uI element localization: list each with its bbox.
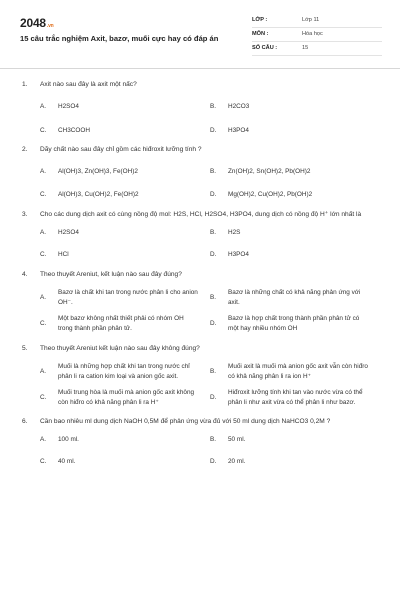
option-letter: D. (210, 251, 217, 258)
option-letter: B. (210, 294, 217, 301)
option-letter: C. (40, 394, 47, 401)
option-letter: A. (40, 103, 47, 110)
option-a[interactable] (40, 288, 210, 308)
meta-value: 15 (302, 45, 309, 51)
option-letter: B. (210, 436, 217, 443)
question-4 (22, 270, 380, 334)
page-title: 15 câu trắc nghiệm Axit, bazơ, muối cực hay có đáp án (20, 34, 219, 43)
option-text: Bazơ là hợp chất trong thành phần phân tử có một hay nhiều nhóm OH (228, 315, 360, 332)
option-letter: A. (40, 436, 47, 443)
question-2 (22, 145, 380, 200)
option-letter: C. (40, 458, 47, 465)
option-text: Hiđroxit lưỡng tính khi tan vào nước vừa có thể phân li như axit vừa có thể phân li như bazơ. (228, 389, 363, 406)
option-letter: A. (40, 294, 47, 301)
option-letter: B. (210, 168, 217, 175)
question-3 (22, 210, 380, 260)
option-letter: A. (40, 168, 47, 175)
question-prompt: Theo thuyết Areniut, kết luận nào sau đây đúng? (40, 271, 182, 278)
option-letter: C. (40, 127, 47, 134)
question-number: 1. (22, 81, 28, 88)
option-c[interactable] (40, 314, 210, 334)
options (22, 288, 380, 334)
option-b[interactable] (210, 362, 380, 382)
option-text: Muối axit là muối mà anion gốc axit vẫn còn hiđro có khả năng phân li ra ion H⁺ (228, 363, 368, 380)
meta-row-subject (252, 28, 382, 42)
options (22, 167, 380, 200)
options (22, 435, 380, 467)
option-letter: A. (40, 368, 47, 375)
option-d[interactable] (210, 190, 380, 200)
meta-value: Lớp 11 (302, 17, 320, 23)
option-letter: B. (210, 229, 217, 236)
option-letter: D. (210, 320, 217, 327)
option-text: Muối là những hợp chất khi tan trong nước chỉ phân li ra cation kim loại và anion gốc axit. (58, 363, 190, 380)
logo-suffix: .vn (46, 23, 54, 29)
option-b[interactable] (210, 102, 380, 112)
option-text: H3PO4 (228, 127, 249, 134)
option-d[interactable] (210, 388, 380, 408)
option-a[interactable] (40, 362, 210, 382)
header-divider (0, 68, 400, 69)
option-text: H2CO3 (228, 103, 250, 110)
question-list (22, 80, 380, 467)
option-a[interactable] (40, 228, 210, 238)
question-text (22, 270, 380, 280)
option-text: Bazơ là chất khi tan trong nước phân li cho anion OH⁻. (58, 289, 198, 306)
worksheet-header (20, 14, 382, 62)
option-c[interactable] (40, 250, 210, 260)
option-text: H2S (228, 229, 241, 236)
option-text: Zn(OH)2, Sn(OH)2, Pb(OH)2 (228, 168, 311, 175)
option-text: HCl (58, 251, 69, 258)
option-text: Một bazơ không nhất thiết phải có nhóm OH trong thành phần phân tử. (58, 315, 184, 332)
meta-label: MÔN : (252, 31, 269, 37)
option-letter: C. (40, 251, 47, 258)
option-letter: B. (210, 103, 217, 110)
option-letter: D. (210, 127, 217, 134)
option-c[interactable] (40, 126, 210, 136)
question-text (22, 80, 380, 90)
question-number: 3. (22, 211, 28, 218)
option-text: CH3COOH (58, 127, 90, 134)
question-5 (22, 344, 380, 408)
question-prompt: Dãy chất nào sau đây chỉ gồm các hiđroxit lưỡng tính ? (40, 146, 202, 153)
meta-row-count (252, 42, 382, 56)
logo-main: 2048 (20, 16, 46, 30)
question-text (22, 210, 380, 220)
option-text: Al(OH)3, Zn(OH)3, Fe(OH)2 (58, 168, 138, 175)
option-a[interactable] (40, 167, 210, 177)
option-c[interactable] (40, 190, 210, 200)
question-number: 6. (22, 418, 28, 425)
option-letter: D. (210, 191, 217, 198)
question-prompt: Theo thuyết Areniut kết luận nào sau đây không đúng? (40, 345, 200, 352)
option-text: H2SO4 (58, 103, 79, 110)
option-text: Mg(OH)2, Cu(OH)2, Pb(OH)2 (228, 191, 313, 198)
option-a[interactable] (40, 435, 210, 445)
question-prompt: Cần bao nhiêu ml dung dịch NaOH 0,5M để phản ứng vừa đủ với 50 ml dung dịch NaHCO3 0,2M ? (40, 418, 331, 425)
option-text: 40 ml. (58, 458, 76, 465)
option-b[interactable] (210, 288, 380, 308)
question-1 (22, 80, 380, 136)
option-letter: B. (210, 368, 217, 375)
option-letter: C. (40, 191, 47, 198)
option-letter: D. (210, 394, 217, 401)
option-letter: D. (210, 458, 217, 465)
option-letter: A. (40, 229, 47, 236)
site-logo[interactable] (20, 16, 54, 30)
meta-row-class (252, 14, 382, 28)
option-d[interactable] (210, 126, 380, 136)
options (22, 362, 380, 408)
question-number: 5. (22, 345, 28, 352)
question-number: 4. (22, 271, 28, 278)
question-6 (22, 417, 380, 467)
option-b[interactable] (210, 228, 380, 238)
option-text: H2SO4 (58, 229, 79, 236)
option-c[interactable] (40, 388, 210, 408)
option-text: 50 ml. (228, 436, 246, 443)
meta-label: SỐ CÂU : (252, 45, 278, 51)
option-b[interactable] (210, 435, 380, 445)
option-d[interactable] (210, 457, 380, 467)
option-text: Al(OH)3, Cu(OH)2, Fe(OH)2 (58, 191, 139, 198)
option-a[interactable] (40, 102, 210, 112)
question-text (22, 145, 380, 155)
option-text: H3PO4 (228, 251, 249, 258)
question-prompt: Axit nào sau đây là axit một nấc? (40, 81, 137, 88)
option-d[interactable] (210, 314, 380, 334)
question-text (22, 344, 380, 354)
option-text: 20 ml. (228, 458, 246, 465)
option-text: 100 ml. (58, 436, 79, 443)
options (22, 102, 380, 136)
question-prompt: Cho các dung dịch axit có cùng nồng độ mol: H2S, HCl, H2SO4, H3PO4, dung dịch có nồng độ H⁺ lớn nhất là (40, 211, 362, 218)
option-text: Muối trung hòa là muối mà anion gốc axit không còn hiđro có khả năng phân li ra H⁺ (58, 389, 195, 406)
question-number: 2. (22, 146, 28, 153)
option-text: Bazơ là những chất có khả năng phản ứng với axit. (228, 289, 361, 306)
option-b[interactable] (210, 167, 380, 177)
option-c[interactable] (40, 457, 210, 467)
meta-info (252, 14, 382, 56)
meta-value: Hóa học (302, 31, 323, 37)
options (22, 228, 380, 260)
meta-label: LỚP : (252, 17, 268, 23)
option-d[interactable] (210, 250, 380, 260)
option-letter: C. (40, 320, 47, 327)
question-text (22, 417, 380, 427)
